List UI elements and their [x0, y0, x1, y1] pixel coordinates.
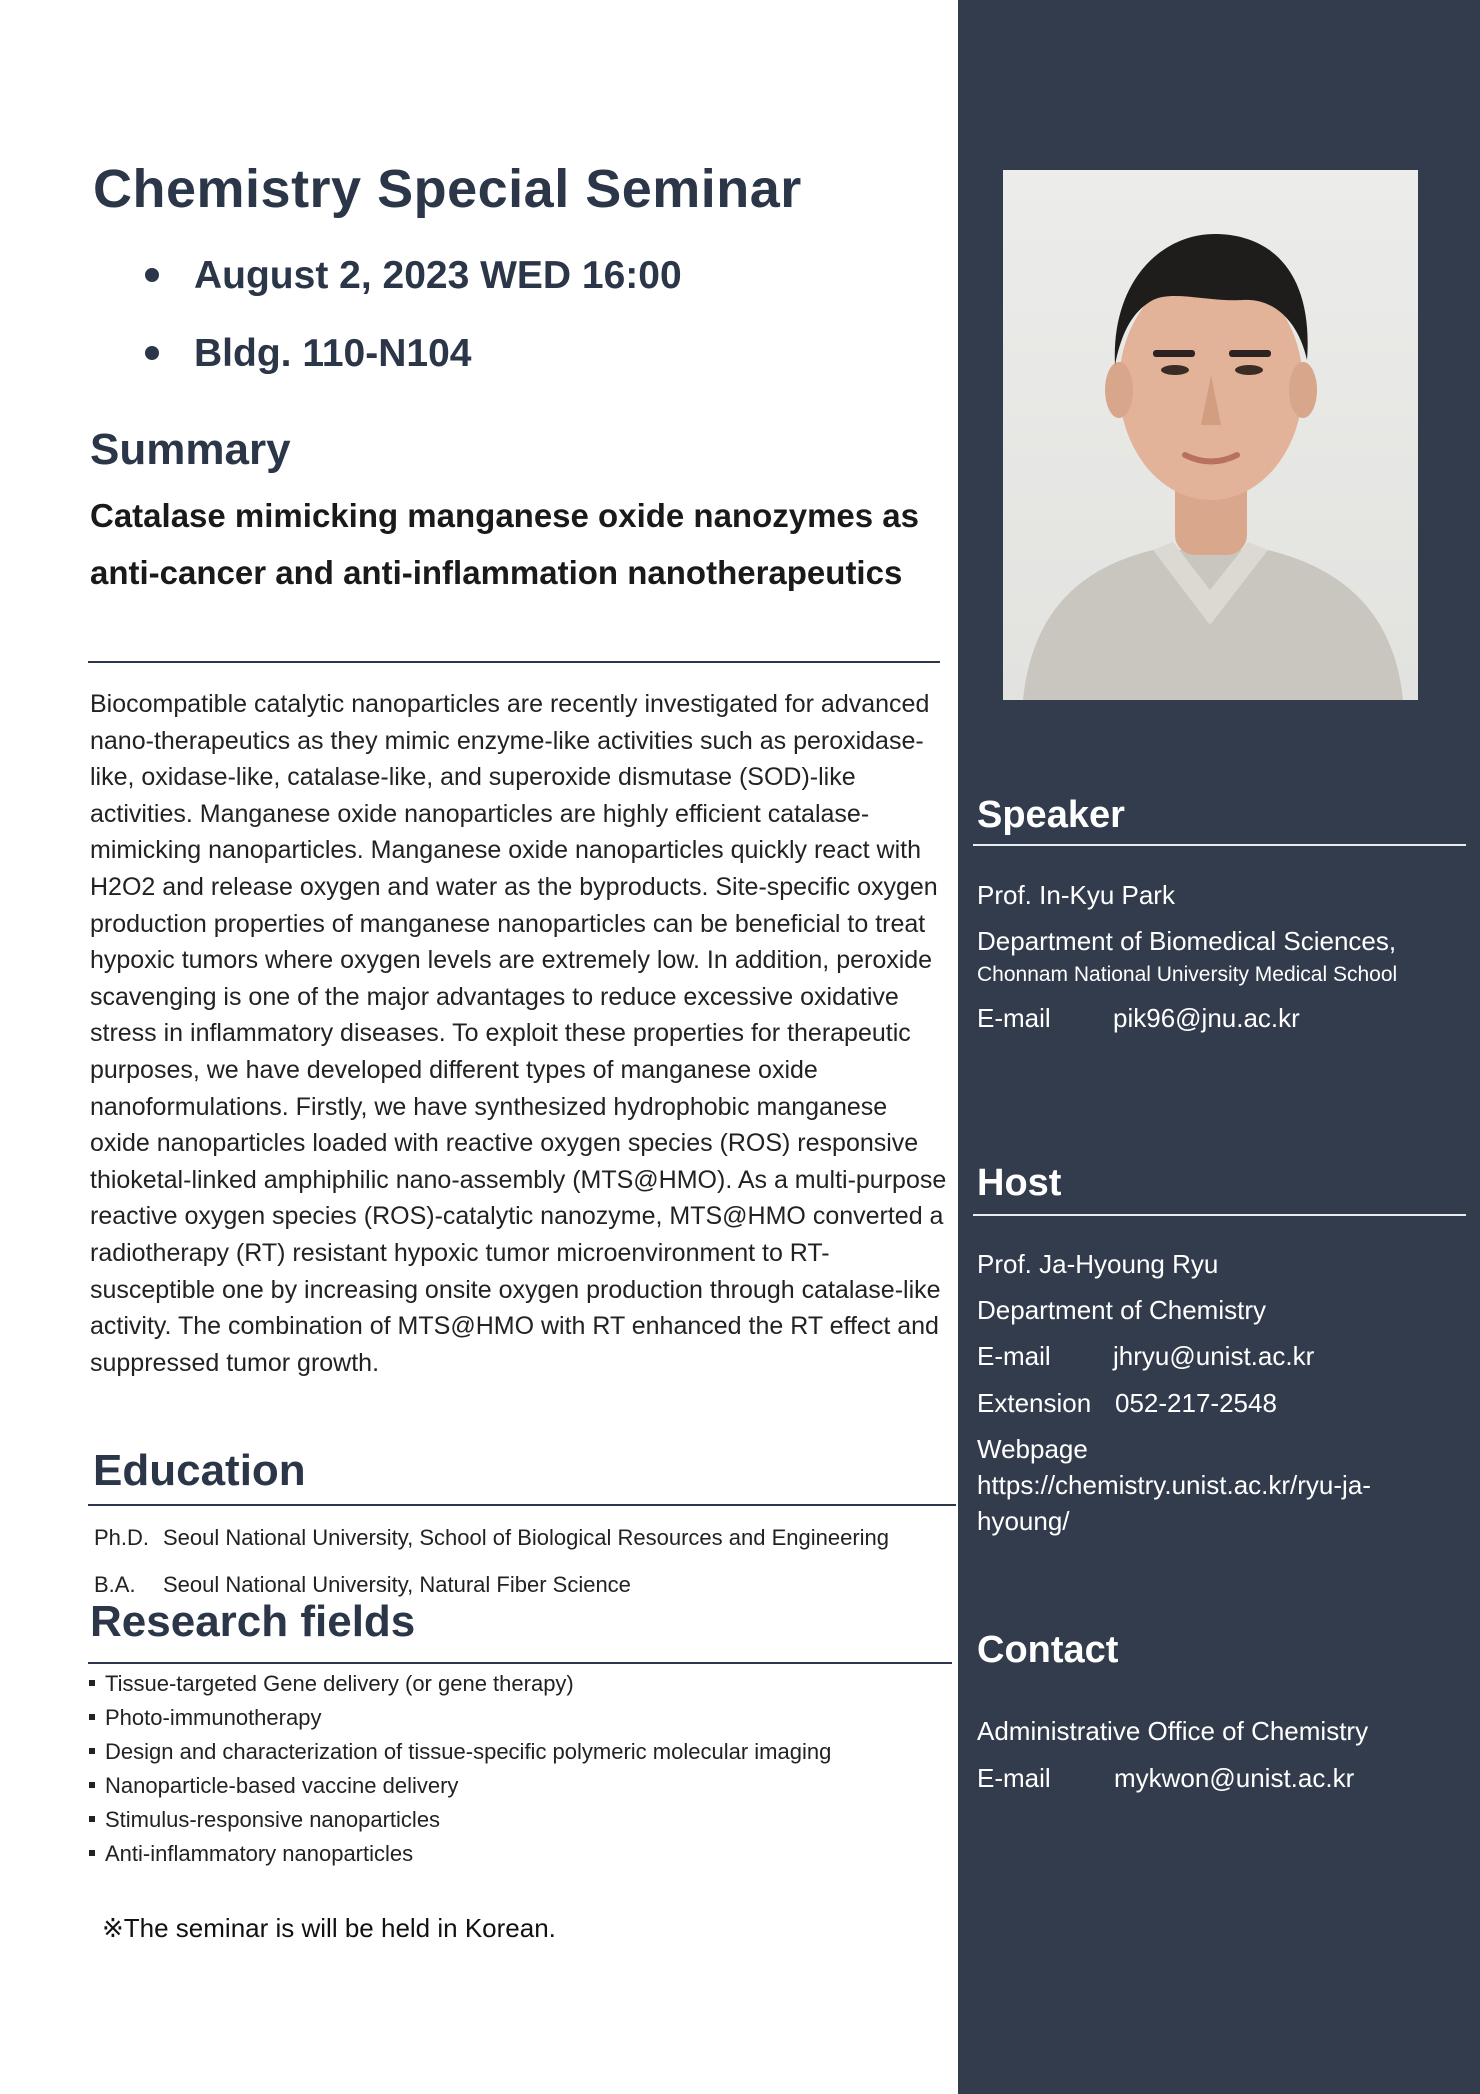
host-email-row [977, 1341, 1314, 1372]
contact-heading: Contact [977, 1629, 1119, 1671]
location-text: Bldg. 110-N104 [194, 332, 472, 375]
talk-abstract: Biocompatible catalytic nanoparticles are recently investigated for advanced nano-therapeutics as they mimic enzyme-like activities such as peroxidase-like, oxidase-like, catalase-like, and superoxide dismutase (SOD)-like activities. Manganese oxide nanoparticles are highly efficient catalase-mimicking nanoparticles. Manganese oxide nanoparticles quickly react with H2O2 and release oxygen and water as the byproducts. Site-specific oxygen production properties of manganese nanoparticles can be beneficial to treat hypoxic tumors where oxygen levels are extremely low. In addition, peroxide scavenging is one of the major advantages to reduce excessive oxidative stress in inflammatory diseases. To exploit these properties for therapeutic purposes, we have developed different types of manganese oxide nanoformulations. Firstly, we have synthesized hydrophobic manganese oxide nanoparticles loaded with reactive oxygen species (ROS) responsive thioketal-linked amphiphilic nano-assembly (MTS@HMO). As a multi-purpose reactive oxygen species (ROS)-catalytic nanozyme, MTS@HMO converted a radiotherapy (RT) resistant hypoxic tumor microenvironment to RT-susceptible one by increasing onsite oxygen production through catalase-like activity. The combination of MTS@HMO with RT enhanced the RT effect and suppressed tumor growth. [90, 690, 947, 1377]
bullet-icon [145, 268, 159, 282]
list-item: Nanoparticle-based vaccine delivery [89, 1769, 831, 1803]
speaker-department: Department of Biomedical Sciences, [977, 926, 1397, 956]
square-bullet-icon [89, 1782, 95, 1788]
square-bullet-icon [89, 1816, 95, 1822]
page-title: Chemistry Special Seminar [93, 159, 802, 219]
square-bullet-icon [89, 1680, 95, 1686]
contact-email-label: E-mail [977, 1763, 1051, 1793]
contact-office: Administrative Office of Chemistry [977, 1716, 1369, 1746]
education-degree: Ph.D. [94, 1525, 150, 1550]
speaker-heading: Speaker [977, 794, 1125, 836]
host-webpage-line: https://chemistry.unist.ac.kr/ryu-ja- [977, 1470, 1371, 1500]
host-email-label: E-mail [977, 1341, 1051, 1371]
host-extension: 052-217-2548 [1115, 1388, 1277, 1418]
speaker-email-row [977, 1003, 1300, 1034]
education-degree: B.A. [94, 1572, 136, 1597]
square-bullet-icon [89, 1714, 95, 1720]
list-item: Tissue-targeted Gene delivery (or gene therapy) [89, 1667, 831, 1701]
speaker-email[interactable]: pik96@jnu.ac.kr [1113, 1003, 1300, 1033]
list-item: Design and characterization of tissue-specific polymeric molecular imaging [89, 1735, 831, 1769]
summary-divider [88, 661, 940, 663]
host-department: Department of Chemistry [977, 1295, 1266, 1325]
education-detail: Seoul National University, Natural Fiber Science [163, 1572, 631, 1597]
host-webpage-line: hyoung/ [977, 1506, 1070, 1536]
education-item [94, 1525, 889, 1551]
research-heading: Research fields [90, 1597, 416, 1646]
host-webpage-link[interactable] [977, 1470, 1371, 1537]
speaker-photo [1003, 170, 1418, 700]
speaker-institution: Chonnam National University Medical School [977, 963, 1398, 986]
summary-heading: Summary [90, 425, 291, 474]
contact-email[interactable]: mykwon@unist.ac.kr [1114, 1763, 1355, 1793]
square-bullet-icon [89, 1748, 95, 1754]
datetime-text: August 2, 2023 WED 16:00 [194, 254, 682, 297]
host-webpage-label: Webpage [977, 1434, 1088, 1464]
speaker-email-label: E-mail [977, 1003, 1051, 1033]
education-item [94, 1572, 631, 1598]
speaker-divider [973, 844, 1466, 846]
education-detail: Seoul National University, School of Biological Resources and Engineering [163, 1525, 889, 1550]
list-item: Photo-immunotherapy [89, 1701, 831, 1735]
bullet-icon [145, 346, 159, 360]
host-email[interactable]: jhryu@unist.ac.kr [1113, 1341, 1315, 1371]
talk-title: Catalase mimicking manganese oxide nanozymes as anti-cancer and anti-inflammation nanotherapeutics [90, 497, 920, 591]
research-list [89, 1667, 831, 1871]
list-item: Anti-inflammatory nanoparticles [89, 1837, 831, 1871]
host-name: Prof. Ja-Hyoung Ryu [977, 1249, 1219, 1279]
square-bullet-icon [89, 1850, 95, 1856]
education-divider [88, 1504, 956, 1506]
research-divider [88, 1662, 952, 1664]
host-extension-label: Extension [977, 1388, 1092, 1418]
host-heading: Host [977, 1162, 1062, 1204]
language-note: ※The seminar is will be held in Korean. [102, 1913, 556, 1943]
speaker-name: Prof. In-Kyu Park [977, 880, 1175, 910]
host-divider [973, 1214, 1466, 1216]
host-extension-row [977, 1388, 1277, 1419]
education-heading: Education [93, 1446, 306, 1495]
contact-email-row [977, 1763, 1354, 1794]
list-item: Stimulus-responsive nanoparticles [89, 1803, 831, 1837]
